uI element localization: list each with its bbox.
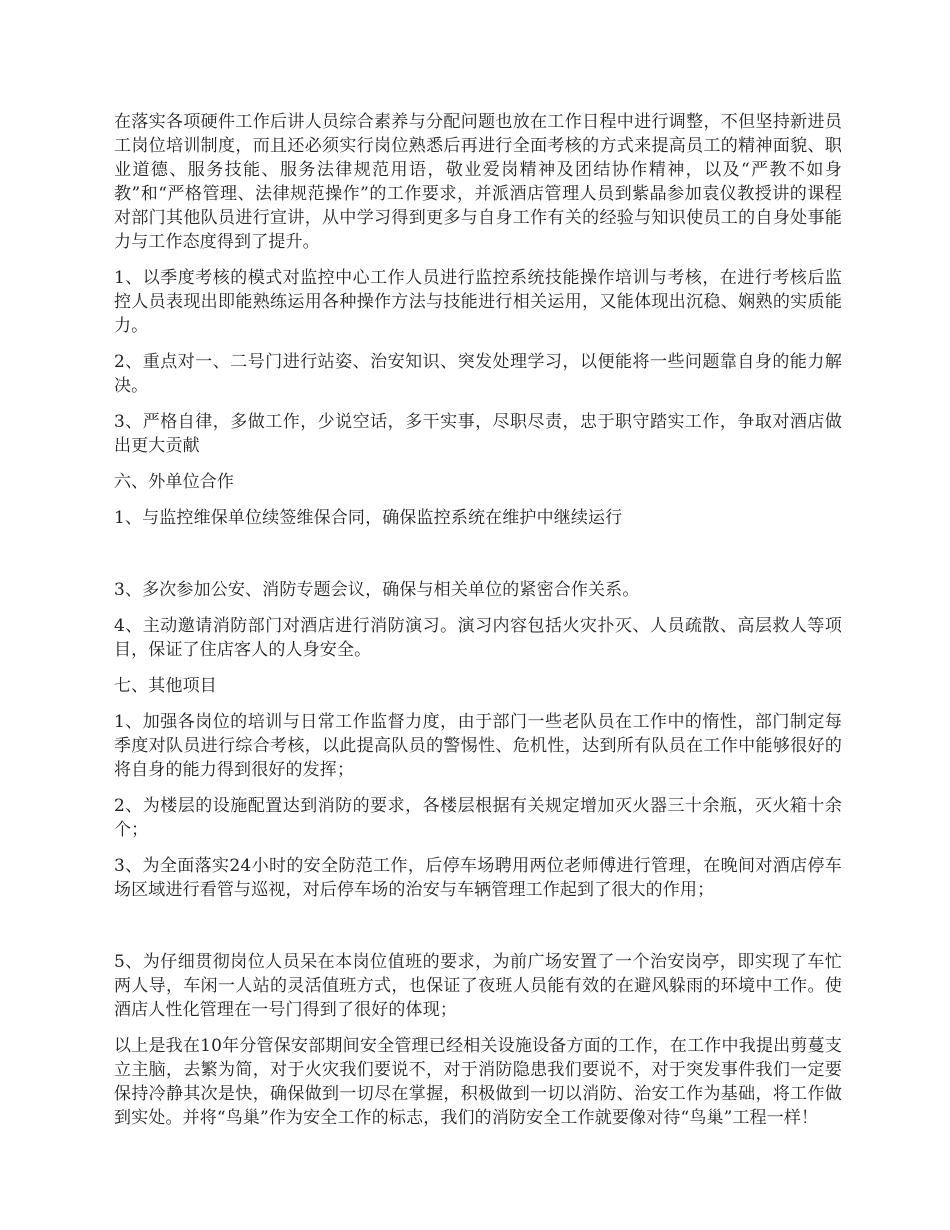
section-heading-external-cooperation: 六、外单位合作 — [114, 472, 235, 492]
item-3-paragraph: 3、严格自律，多做工作，少说空话，多干实事，尽职尽责，忠于职守踏实工作，争取对酒店做出更大贡献 — [114, 412, 842, 456]
other-item-5-paragraph: 5、为仔细贯彻岗位人员呆在本岗位值班的要求，为前广场安置了一个治安岗亭，即实现了车忙两人导，车闲一人站的灵活值班方式，也保证了夜班人员能有效的在避风躲雨的环境中工作。使酒店人性化管理在一号门得到了很好的体现； — [114, 952, 842, 1020]
item-2-paragraph: 2、重点对一、二号门进行站姿、治安知识、突发处理学习，以便能将一些问题靠自身的能力解决。 — [114, 352, 842, 396]
intro-paragraph: 在落实各项硬件工作后讲人员综合素养与分配问题也放在工作日程中进行调整，不但坚持新进员工岗位培训制度，而且还必须实行岗位熟悉后再进行全面考核的方式来提高员工的精神面貌、职业道德、服务技能、服务法律规范用语，敬业爱岗精神及团结协作精神，以及“严教不如身教”和“严格管理、法律规范操作”的工作要求，并派酒店管理人员到紫晶参加袁仪教授讲的课程对部门其他队员进行宣讲，从中学习得到更多与自身工作有关的经验与知识使员工的自身处事能力与工作态度得到了提升。 — [114, 112, 842, 252]
external-item-4-paragraph: 4、主动邀请消防部门对酒店进行消防演习。演习内容包括火灾扑灭、人员疏散、高层救人等项目，保证了住店客人的人身安全。 — [114, 616, 842, 660]
section-heading-other-projects: 七、其他项目 — [114, 676, 217, 696]
document-page — [114, 110, 842, 1142]
blank-gap — [114, 914, 842, 950]
blank-gap — [114, 542, 842, 578]
other-item-1-paragraph: 1、加强各岗位的培训与日常工作监督力度，由于部门一些老队员在工作中的惰性，部门制定每季度对队员进行综合考核，以此提高队员的警惕性、危机性，达到所有队员在工作中能够很好的将自身的能力得到很好的发挥； — [114, 712, 842, 780]
other-item-3-paragraph: 3、为全面落实24小时的安全防范工作，后停车场聘用两位老师傅进行管理，在晚间对酒店停车场区域进行看管与巡视，对后停车场的治安与车辆管理工作起到了很大的作用； — [114, 856, 842, 900]
external-item-3-paragraph: 3、多次参加公安、消防专题会议，确保与相关单位的紧密合作关系。 — [114, 580, 640, 600]
other-item-2-paragraph: 2、为楼层的设施配置达到消防的要求，各楼层根据有关规定增加灭火器三十余瓶，灭火箱十余个； — [114, 796, 842, 840]
closing-paragraph: 以上是我在10年分管保安部期间安全管理已经相关设施设备方面的工作，在工作中我提出剪蔓支立主脑，去繁为简，对于火灾我们要说不，对于消防隐患我们要说不，对于突发事件我们一定要保持冷静其次是快，确保做到一切尽在掌握，积极做到一切以消防、治安工作为基础，将工作做到实处。并将“鸟巢”作为安全工作的标志，我们的消防安全工作就要像对待“鸟巢”工程一样！ — [114, 1036, 842, 1128]
item-1-paragraph: 1、以季度考核的模式对监控中心工作人员进行监控系统技能操作培训与考核，在进行考核后监控人员表现出即能熟练运用各种操作方法与技能进行相关运用，又能体现出沉稳、娴熟的实质能力。 — [114, 268, 842, 336]
external-item-1-paragraph: 1、与监控维保单位续签维保合同，确保监控系统在维护中继续运行 — [114, 508, 623, 528]
